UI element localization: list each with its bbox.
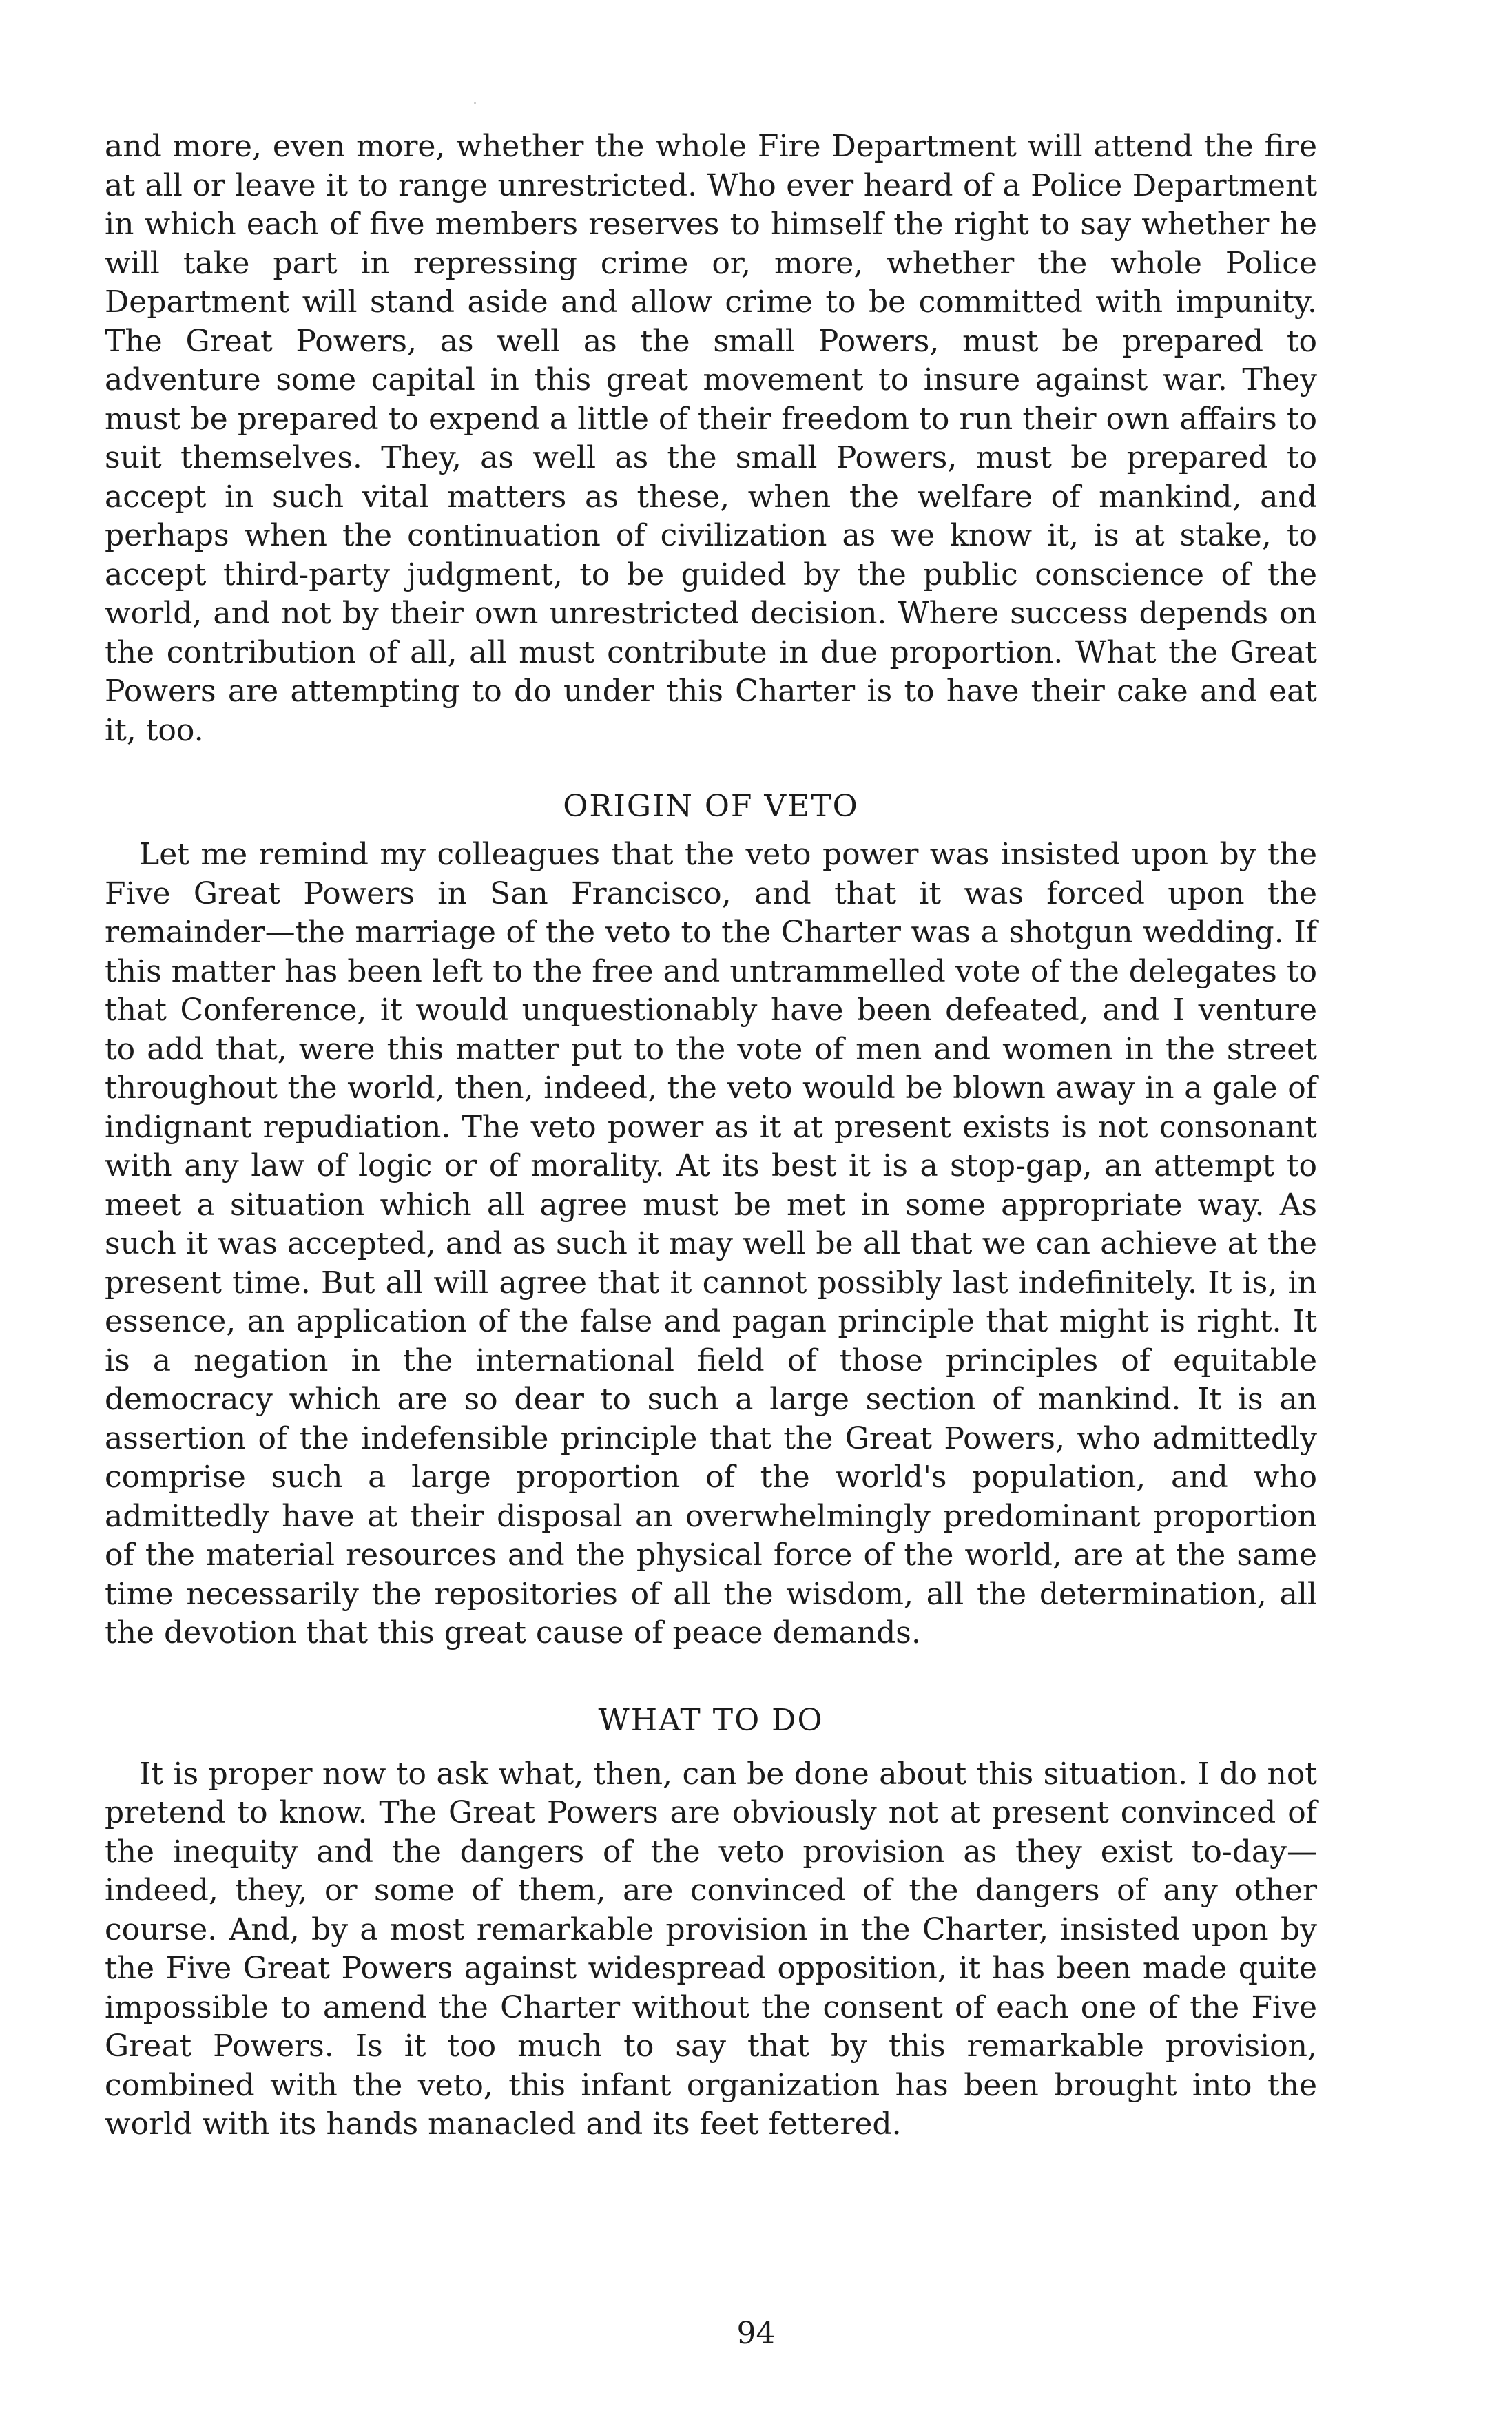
scan-speck [474,102,476,104]
section-heading-origin-of-veto: ORIGIN OF VETO [563,789,859,824]
paragraph-continuation: and more, even more, whether the whole Fire Department will attend the fire at all or leave it to range unrestricted. Who ever heard of a Police Department in which each of five members reserves to himself the right to say whether he will take part in repressing crime or, more, whether the whole Police Department will stand aside and allow crime to be committed with impunity. The Great Powers, as well as the small Powers, must be prepared to adventure some capital in this great movement to insure against war. They must be prepared to expend a little of their freedom to run their own affairs to suit themselves. They, as well as the small Powers, must be prepared to accept in such vital matters as these, when the welfare of mankind, and perhaps when the continuation of civilization as we know it, is at stake, to accept third-party judgment, to be guided by the public conscience of the world, and not by their own unrestricted decision. Where success depends on the contribution of all, all must contribute in due proportion. What the Great Powers are attempting to do under this Charter is to have their cake and eat it, too. [105,129,1317,748]
page-number: 94 [736,2316,776,2351]
paragraph-origin-of-veto: Let me remind my colleagues that the veto power was insisted upon by the Five Great Powers in San Francisco, and that it was forced upon the remainder—the marriage of the veto to the Charter was a shotgun wedding. If this matter has been left to the free and untrammelled vote of the delegates to that Conference, it would unquestionably have been defeated, and I venture to add that, were this matter put to the vote of men and women in the street throughout the world, then, indeed, the veto would be blown away in a gale of indignant repudiation. The veto power as it at present exists is not consonant with any law of logic or of morality. At its best it is a stop-gap, an attempt to meet a situation which all agree must be met in some appropriate way. As such it was accepted, and as such it may well be all that we can achieve at the present time. But all will agree that it cannot possibly last indefinitely. It is, in essence, an application of the false and pagan principle that might is right. It is a negation in the international field of those principles of equitable democracy which are so dear to such a large section of mankind. It is an assertion of the indefensible principle that the Great Powers, who admittedly comprise such a large proportion of the world's population, and who admittedly have at their disposal an overwhelmingly predominant proportion of the material resources and the physical force of the world, are at the same time necessarily the repositories of all the wisdom, all the determination, all the devotion that this great cause of peace demands. [105,837,1317,1650]
paragraph-what-to-do: It is proper now to ask what, then, can be done about this situation. I do not pretend to know. The Great Powers are obviously not at present convinced of the inequity and the dangers of the veto provision as they exist to-day—indeed, they, or some of them, are convinced of the dangers of any other course. And, by a most remarkable provision in the Charter, insisted upon by the Five Great Powers against widespread opposition, it has been made quite impossible to amend the Charter without the consent of each one of the Five Great Powers. Is it too much to say that by this remarkable provision, combined with the veto, this infant organization has been brought into the world with its hands manacled and its feet fettered. [105,1756,1317,2142]
section-heading-what-to-do: WHAT TO DO [598,1702,824,1738]
page-body [105,127,1317,2144]
